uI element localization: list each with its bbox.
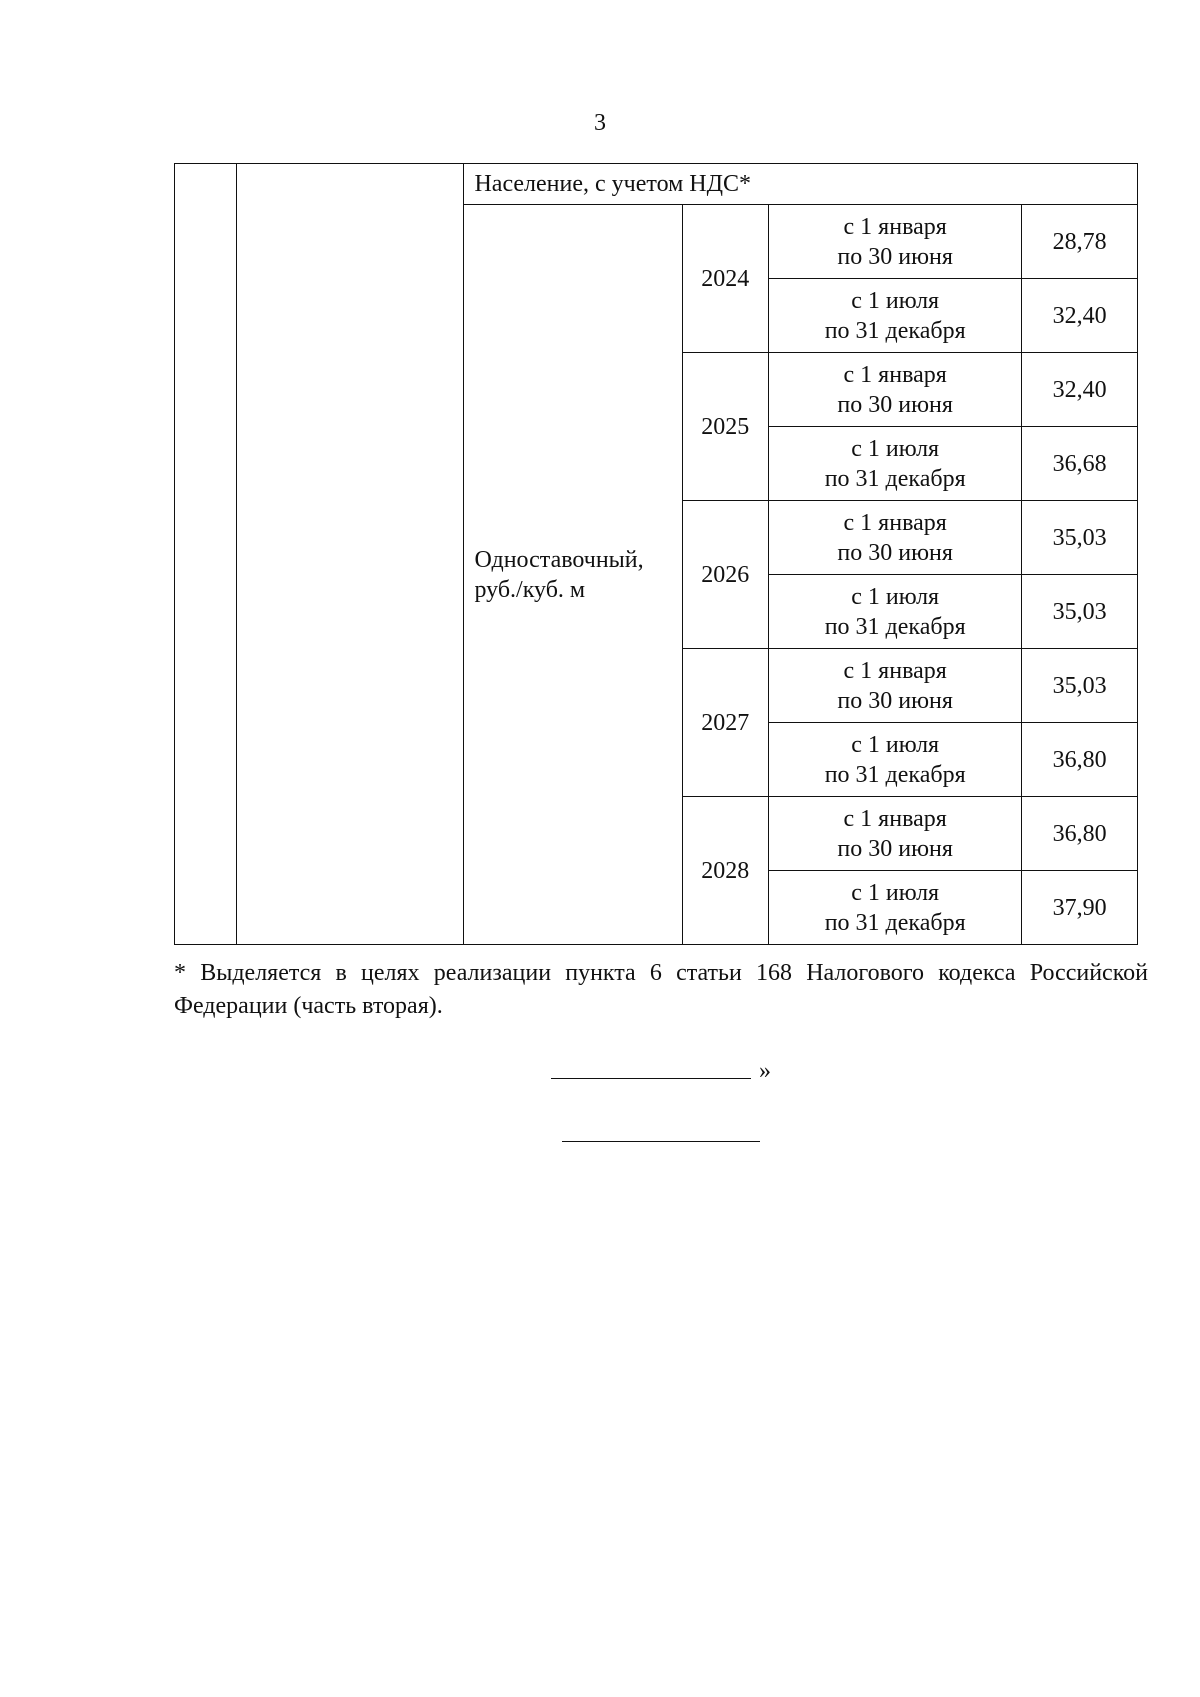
year-cell: 2025 — [682, 353, 768, 501]
period-end-label: по 31 декабря — [824, 465, 966, 492]
footnote: * Выделяется в целях реализации пункта 6 статьи 168 Налогового кодекса Российской Федерации (часть вторая). — [174, 960, 1148, 1019]
page-number: 3 — [594, 110, 606, 136]
period-cell — [769, 501, 1022, 575]
period-end-label: по 31 декабря — [824, 317, 966, 344]
period-end-label: по 30 июня — [837, 835, 953, 862]
period-start-label: с 1 января — [843, 509, 947, 536]
period-end-label: по 30 июня — [837, 539, 953, 566]
period-start-label: с 1 июля — [851, 435, 940, 462]
period-cell — [769, 205, 1022, 279]
period-end-label: по 30 июня — [837, 687, 953, 714]
period-start-label: с 1 июля — [851, 287, 940, 314]
tariff-type-cell: Одноставочный, руб./куб. м — [464, 205, 682, 945]
period-cell — [769, 871, 1022, 945]
year-cell: 2028 — [682, 797, 768, 945]
empty-name-cell — [237, 164, 464, 945]
table-header-row — [175, 164, 1138, 205]
tariff-value-cell: 32,40 — [1022, 279, 1138, 353]
period-cell — [769, 723, 1022, 797]
tariff-value-cell: 36,80 — [1022, 723, 1138, 797]
tariff-table-body — [175, 164, 1138, 945]
period-cell — [769, 797, 1022, 871]
period-start-label: с 1 января — [843, 657, 947, 684]
tariff-value-cell: 28,78 — [1022, 205, 1138, 279]
year-cell: 2024 — [682, 205, 768, 353]
tariff-table — [174, 163, 1138, 945]
period-start-label: с 1 января — [843, 213, 947, 240]
empty-index-cell — [175, 164, 237, 945]
period-cell — [769, 353, 1022, 427]
year-cell: 2026 — [682, 501, 768, 649]
period-start-label: с 1 июля — [851, 879, 940, 906]
tariff-value-cell: 35,03 — [1022, 575, 1138, 649]
period-start-label: с 1 июля — [851, 583, 940, 610]
group-header-cell: Население, с учетом НДС* — [464, 164, 1138, 205]
tariff-value-cell: 37,90 — [1022, 871, 1138, 945]
tariff-value-cell: 35,03 — [1022, 649, 1138, 723]
period-end-label: по 31 декабря — [824, 761, 966, 788]
closing-underline — [551, 1078, 751, 1079]
closing-mark — [551, 1056, 771, 1086]
year-cell: 2027 — [682, 649, 768, 797]
period-cell — [769, 575, 1022, 649]
tariff-value-cell: 35,03 — [1022, 501, 1138, 575]
period-end-label: по 31 декабря — [824, 909, 966, 936]
period-end-label: по 30 июня — [837, 243, 953, 270]
tariff-value-cell: 32,40 — [1022, 353, 1138, 427]
period-cell — [769, 427, 1022, 501]
period-start-label: с 1 января — [843, 361, 947, 388]
period-end-label: по 30 июня — [837, 391, 953, 418]
end-divider-line — [562, 1141, 760, 1142]
period-cell — [769, 649, 1022, 723]
tariff-value-cell: 36,68 — [1022, 427, 1138, 501]
period-end-label: по 31 декабря — [824, 613, 966, 640]
closing-quote: » — [759, 1058, 771, 1084]
period-cell — [769, 279, 1022, 353]
period-start-label: с 1 января — [843, 805, 947, 832]
period-start-label: с 1 июля — [851, 731, 940, 758]
tariff-value-cell: 36,80 — [1022, 797, 1138, 871]
